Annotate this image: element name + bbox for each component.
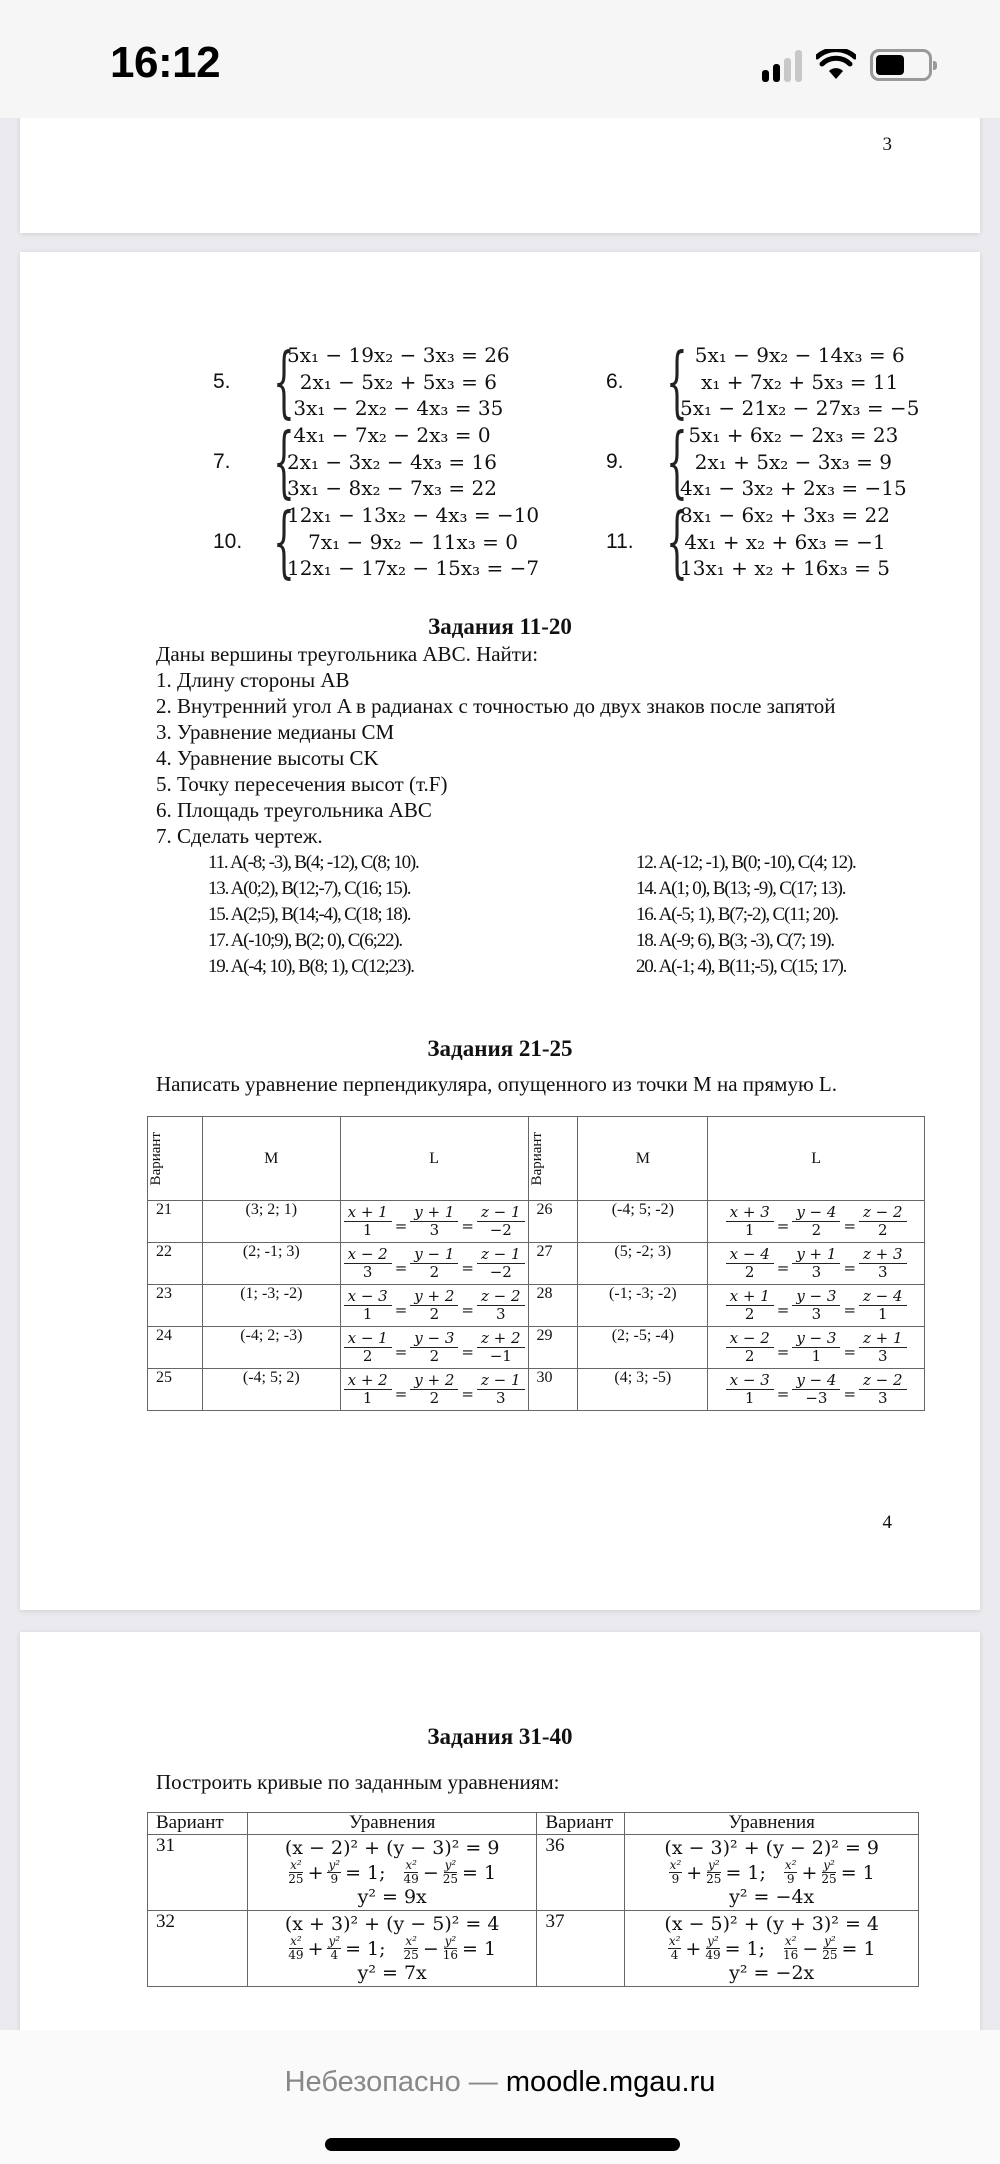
- system-10: 10. { 12x₁ − 13x₂ − 4x₃ = −10 7x₁ − 9x₂ − 11x₃ = 0 12x₁ − 17x₂ − 15x₃ = −7: [213, 495, 540, 587]
- task-item: 4. Уравнение высоты CK: [156, 746, 379, 770]
- point-m: (-1; -3; -2): [578, 1285, 708, 1327]
- table-header: Вариант M L Вариант M L: [148, 1117, 925, 1201]
- line-l: $\frac{x - 4}{2}$ = $\frac{y + 1}{3}$ = $\frac{z + 3}{3}$: [708, 1243, 925, 1285]
- line-l: $\frac{x - 1}{2}$ = $\frac{y - 3}{2}$ = $\frac{z + 2}{-1}$: [340, 1327, 528, 1369]
- table-row: [148, 1369, 925, 1411]
- system-11: 11. { 8x₁ − 6x₂ + 3x₃ = 22 4x₁ + x₂ + 6x₃ = −1 13x₁ + x₂ + 16x₃ = 5: [606, 495, 890, 587]
- safari-bottom-bar: [0, 2030, 1000, 2164]
- system-9: 9. { 5x₁ + 6x₂ − 2x₃ = 23 2x₁ + 5x₂ − 3x₃ = 9 4x₁ − 3x₂ + 2x₃ = −15: [606, 415, 907, 507]
- curves-table: [147, 1812, 919, 1987]
- table-row: [148, 1327, 925, 1369]
- table-row: [148, 1911, 919, 1987]
- brace-icon: {: [273, 495, 295, 587]
- task-intro: Построить кривые по заданным уравнениям:: [156, 1770, 560, 1794]
- variant-number: 32: [148, 1911, 248, 1987]
- wifi-icon: [816, 49, 856, 81]
- brace-icon: {: [666, 495, 688, 587]
- task-intro: Написать уравнение перпендикуляра, опущенного из точки M на прямую L.: [156, 1072, 837, 1096]
- point-m: (1; -3; -2): [202, 1285, 340, 1327]
- task-item: 3. Уравнение медианы CM: [156, 720, 395, 744]
- variant-number: 31: [148, 1835, 248, 1911]
- variant-points: 16. A(-5; 1), B(7;-2), C(11; 20).: [636, 904, 838, 925]
- table-row: [148, 1835, 919, 1911]
- line-l: $\frac{x + 3}{1}$ = $\frac{y - 4}{2}$ = $\frac{z - 2}{2}$: [708, 1201, 925, 1243]
- table-row: [148, 1243, 925, 1285]
- section-title-31-40: Задания 31-40: [427, 1724, 573, 1749]
- line-l: $\frac{x - 2}{3}$ = $\frac{y - 1}{2}$ = $\frac{z - 1}{-2}$: [340, 1243, 528, 1285]
- variant-number: 29: [528, 1327, 578, 1369]
- line-l: $\frac{x - 3}{1}$ = $\frac{y - 4}{-3}$ = $\frac{z - 2}{3}$: [708, 1369, 925, 1411]
- variant-number: 24: [148, 1327, 203, 1369]
- variant-number: 23: [148, 1285, 203, 1327]
- line-l: $\frac{x - 3}{1}$ = $\frac{y + 2}{2}$ = $\frac{z - 2}{3}$: [340, 1285, 528, 1327]
- pdf-page-4: [20, 252, 980, 1610]
- task-item: 1. Длину стороны AB: [156, 668, 350, 692]
- point-m: (3; 2; 1): [202, 1201, 340, 1243]
- task-intro: Даны вершины треугольника ABC. Найти:: [156, 642, 539, 666]
- page-number: 4: [882, 1512, 892, 1533]
- brace-icon: {: [666, 415, 688, 507]
- line-l: $\frac{x + 2}{1}$ = $\frac{y + 2}{2}$ = $\frac{z - 1}{3}$: [340, 1369, 528, 1411]
- variant-points: 13. A(0;2), B(12;-7), C(16; 15).: [208, 878, 411, 899]
- insecure-label: Небезопасно —: [284, 2066, 498, 2098]
- task-item: 6. Площадь треугольника ABC: [156, 798, 432, 822]
- curve-equations: (x + 3)² + (y − 5)² = 4 x² 49 + $\frac{\text{y²}}{4}$ = 1; x² 25 − $\frac{\text{y²}}{16}$ = 1 y² = 7x: [247, 1911, 537, 1987]
- table-header: Вариант Уравнения Вариант Уравнения: [148, 1813, 919, 1835]
- line-l: $\frac{x + 1}{2}$ = $\frac{y - 3}{3}$ = $\frac{z - 4}{1}$: [708, 1285, 925, 1327]
- page-number: 3: [882, 134, 892, 155]
- point-m: (-4; 5; 2): [202, 1369, 340, 1411]
- pdf-page-3: [20, 100, 980, 233]
- curve-equations: (x − 2)² + (y − 3)² = 9 x² 25 + $\frac{\text{y²}}{9}$ = 1; x² 49 − $\frac{\text{y²}}{25}$ = 1 y² = 9x: [247, 1835, 537, 1911]
- task-item: 2. Внутренний угол A в радианах с точностью до двух знаков после запятой: [156, 694, 836, 718]
- variant-number: 28: [528, 1285, 578, 1327]
- line-l: $\frac{x + 1}{1}$ = $\frac{y + 1}{3}$ = $\frac{z - 1}{-2}$: [340, 1201, 528, 1243]
- point-m: (-4; 2; -3): [202, 1327, 340, 1369]
- brace-icon: {: [273, 335, 295, 427]
- point-m: (2; -1; 3): [202, 1243, 340, 1285]
- section-title-11-20: Задания 11-20: [428, 614, 572, 639]
- task-item: 7. Сделать чертеж.: [156, 824, 323, 848]
- status-icons: [762, 48, 932, 82]
- variant-number: 30: [528, 1369, 578, 1411]
- variant-points: 12. A(-12; -1), B(0; -10), C(4; 12).: [636, 852, 856, 873]
- system-6: 6. { 5x₁ − 9x₂ − 14x₃ = 6 x₁ + 7x₂ + 5x₃ = 11 5x₁ − 21x₂ − 27x₃ = −5: [606, 335, 920, 427]
- table-row: [148, 1285, 925, 1327]
- variant-number: 25: [148, 1369, 203, 1411]
- system-5: 5. { 5x₁ − 19x₂ − 3x₃ = 26 2x₁ − 5x₂ + 5x₃ = 6 3x₁ − 2x₂ − 4x₃ = 35: [213, 335, 510, 427]
- url-domain: moodle.mgau.ru: [505, 2066, 716, 2098]
- variant-points: 11. A(-8; -3), B(4; -12), C(8; 10).: [208, 852, 419, 873]
- battery-icon: [870, 49, 932, 81]
- variant-number: 21: [148, 1201, 203, 1243]
- pdf-page-5: [20, 1632, 980, 2052]
- point-m: (4; 3; -5): [578, 1369, 708, 1411]
- brace-icon: {: [273, 415, 295, 507]
- point-m: (-4; 5; -2): [578, 1201, 708, 1243]
- task-item: 5. Точку пересечения высот (т.F): [156, 772, 448, 796]
- home-indicator[interactable]: [325, 2138, 680, 2151]
- system-7: 7. { 4x₁ − 7x₂ − 2x₃ = 0 2x₁ − 3x₂ − 4x₃ = 16 3x₁ − 8x₂ − 7x₃ = 22: [213, 415, 497, 507]
- cellular-signal-icon: [762, 48, 802, 82]
- variant-points: 15. A(2;5), B(14;-4), C(18; 18).: [208, 904, 411, 925]
- variant-points: 20. A(-1; 4), B(11;-5), C(15; 17).: [636, 956, 847, 977]
- variant-number: 22: [148, 1243, 203, 1285]
- variant-number: 27: [528, 1243, 578, 1285]
- perpendicular-table: [147, 1116, 925, 1411]
- table-row: [148, 1201, 925, 1243]
- variant-number: 26: [528, 1201, 578, 1243]
- curve-equations: (x − 5)² + (y + 3)² = 4 x² 4 + $\frac{\text{y²}}{49}$ = 1; x² 16 − $\frac{\text{y²}}{25}$ = 1 y² = −2x: [625, 1911, 919, 1987]
- variant-points: 14. A(1; 0), B(13; -9), C(17; 13).: [636, 878, 846, 899]
- variant-points: 18. A(-9; 6), B(3; -3), C(7; 19).: [636, 930, 834, 951]
- variant-number: 37: [537, 1911, 625, 1987]
- variant-points: 19. A(-4; 10), B(8; 1), C(12;23).: [208, 956, 414, 977]
- status-time: 16:12: [110, 38, 221, 87]
- line-l: $\frac{x - 2}{2}$ = $\frac{y - 3}{1}$ = $\frac{z + 1}{3}$: [708, 1327, 925, 1369]
- address-bar[interactable]: [0, 2066, 1000, 2099]
- curve-equations: (x − 3)² + (y − 2)² = 9 x² 9 + $\frac{\text{y²}}{25}$ = 1; x² 9 + $\frac{\text{y²}}{25}$ = 1 y² = −4x: [625, 1835, 919, 1911]
- brace-icon: {: [666, 335, 688, 427]
- variant-points: 17. A(-10;9), B(2; 0), C(6;22).: [208, 930, 402, 951]
- variant-number: 36: [537, 1835, 625, 1911]
- point-m: (5; -2; 3): [578, 1243, 708, 1285]
- point-m: (2; -5; -4): [578, 1327, 708, 1369]
- section-title-21-25: Задания 21-25: [427, 1036, 573, 1061]
- status-bar: [0, 0, 1000, 118]
